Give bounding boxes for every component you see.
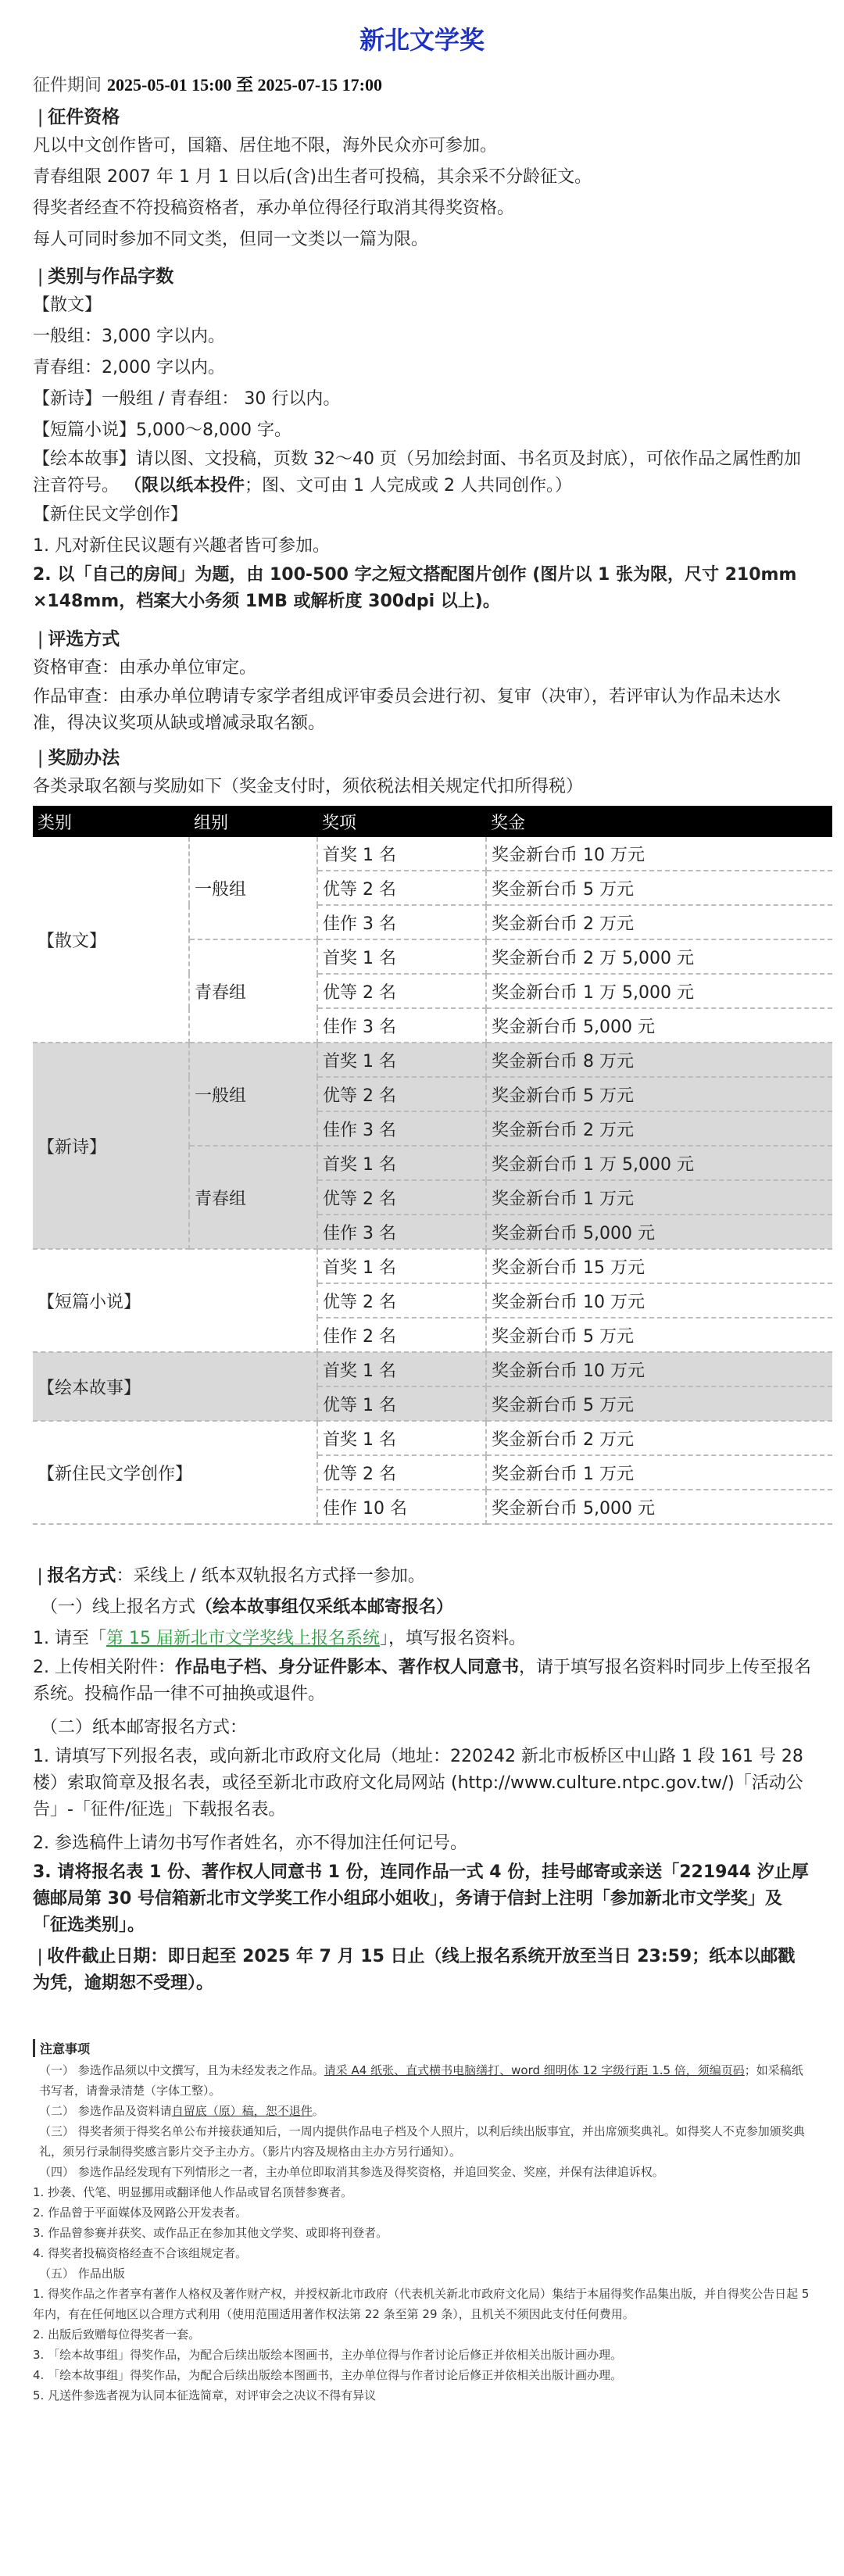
category-cell: 【新住民文学创作】 (33, 1421, 317, 1524)
prize-cell: 奖金新台币 5,000 元 (486, 1215, 832, 1249)
award-cell: 优等 2 名 (317, 871, 486, 905)
note-subitem: 2. 作品曾于平面媒体及网路公开发表者。 (33, 2206, 248, 2220)
category-immigrant: 【新住民文学创作】 (33, 505, 188, 524)
prize-cell: 奖金新台币 5,000 元 (486, 1008, 832, 1043)
prize-cell: 奖金新台币 10 万元 (486, 1352, 832, 1386)
signup-method (33, 1561, 811, 1592)
signup-method-text: ：采线上 / 纸本双轨报名方式择一参加。 (116, 1566, 425, 1586)
note-text: （一） 参选作品须以中文撰写，且为未经发表之作品。 (39, 2063, 324, 2077)
award-cell: 首奖 1 名 (317, 837, 486, 871)
header-group: 组别 (189, 806, 317, 837)
award-cell: 佳作 3 名 (317, 1008, 486, 1043)
note-underlined: 请采 A4 纸张、直式横书电脑缮打、word 细明体 12 字级行距 1.5 倍，须编页码 (324, 2063, 745, 2077)
online-step-2-post: ，请于填写报名资料时同步上传至报名系统。投稿作品一律不可抽换或退件。 (33, 1658, 812, 1704)
prize-cell: 奖金新台币 15 万元 (486, 1249, 832, 1283)
award-cell: 首奖 1 名 (317, 1249, 486, 1283)
note-subitem: 1. 得奖作品之作者享有著作人格权及著作财产权，并授权新北市政府（代表机关新北市政府文化局）集结于本届得奖作品集出版，并自得奖公告日起 5 年内，有在任何地区以合理方式利用（使用范围适用著作权法第 22 条至第 29 条），且机关不须因此支付任何费用。 (33, 2287, 810, 2321)
category-cell: 【新诗】 (33, 1043, 189, 1249)
immigrant-rule-2: 2. 以「自己的房间」为题，由 100-500 字之短文搭配图片创作 (图片以 1 张为限，尺寸 210mm ×148mm，档案大小务须 1MB 或解析度 300dpi 以上)。 (33, 565, 797, 611)
online-step-2-attachments: 作品电子档、身分证件影本、著作权人同意书 (174, 1658, 519, 1677)
period-value: 2025-05-01 15:00 至 2025-07-15 17:00 (107, 75, 382, 95)
online-title-note: （绘本故事组仅采纸本邮寄报名） (195, 1597, 454, 1617)
prize-cell: 奖金新台币 1 万 5,000 元 (486, 974, 832, 1008)
prize-cell: 奖金新台币 1 万元 (486, 1455, 832, 1490)
page-title: 新北文学奖 (359, 25, 485, 55)
qual-line: 青春组限 2007 年 1 月 1 日以后(含)出生者可投稿，其余采不分龄征文。 (33, 167, 592, 187)
prize-cell: 奖金新台币 2 万 5,000 元 (486, 939, 832, 974)
prize-cell: 奖金新台币 1 万元 (486, 1180, 832, 1215)
table-row (33, 1352, 832, 1386)
prize-cell: 奖金新台币 2 万元 (486, 1421, 832, 1455)
note-item (33, 2101, 811, 2121)
table-row (33, 837, 832, 871)
submission-period (33, 72, 811, 96)
review-line: 作品审查：由承办单位聘请专家学者组成评审委员会进行初、复审（决审），若评审认为作品未达水准，得决议奖项从缺或增减录取名额。 (33, 687, 781, 733)
note-subitem: 4. 得奖者投稿资格经查不合该组规定者。 (33, 2246, 248, 2260)
award-cell: 首奖 1 名 (317, 1421, 486, 1455)
award-cell: 优等 2 名 (317, 1455, 486, 1490)
group-cell: 青春组 (189, 939, 317, 1043)
picbook-text: 【绘本故事】请以图、文投稿，页数 32～40 页（另加绘封面、书名页及封底），可依作品之属性酌加注音符号。 (33, 449, 801, 496)
award-cell: 佳作 3 名 (317, 1215, 486, 1249)
online-step-1-post: 」，填写报名资料。 (379, 1629, 526, 1648)
picbook-creators: ；图、文可由 1 人完成或 2 人共同创作。） (245, 476, 572, 496)
prize-cell: 奖金新台币 10 万元 (486, 837, 832, 871)
prize-cell: 奖金新台币 5 万元 (486, 1386, 832, 1421)
table-header-row (33, 806, 832, 837)
note-item: （三） 得奖者须于得奖名单公布并接获通知后，一周内提供作品电子档及个人照片，以利后续出版事宜，并出席颁奖典礼。如得奖人不克参加颁奖典礼，须另行录制得奖感言影片交予主办方。（影片内容及规格由主办方另行通知）。 (39, 2124, 805, 2159)
section-heading-categories: ❘类别与作品字数 (33, 267, 174, 287)
reward-intro: 各类录取名额与奖励如下（奖金支付时，须依税法相关规定代扣所得税） (33, 777, 584, 796)
online-title-text: （一）线上报名方式 (41, 1597, 196, 1617)
prize-cell: 奖金新台币 8 万元 (486, 1043, 832, 1077)
award-cell: 优等 2 名 (317, 1283, 486, 1318)
category-cell: 【绘本故事】 (33, 1352, 317, 1421)
prize-cell: 奖金新台币 5 万元 (486, 1318, 832, 1352)
paper-step-2: 2. 参选稿件上请勿书写作者姓名，亦不得加注任何记号。 (33, 1834, 467, 1853)
note-text: （二） 参选作品及资料请 (39, 2104, 172, 2118)
award-cell: 佳作 3 名 (317, 1111, 486, 1146)
award-cell: 佳作 10 名 (317, 1490, 486, 1524)
paper-step-3: 3. 请将报名表 1 份、著作权人同意书 1 份，连同作品一式 4 份，挂号邮寄或亲送「221944 汐止厚德邮局第 30 号信箱新北市文学奖工作小组邱小姐收」，务请于信封上注明「参加新北市文学奖」及「征选类别」。 (33, 1862, 809, 1935)
header-award: 奖项 (317, 806, 486, 837)
prize-cell: 奖金新台币 5,000 元 (486, 1490, 832, 1524)
award-cell: 首奖 1 名 (317, 1352, 486, 1386)
category-essay: 【散文】 (33, 295, 102, 315)
notes-title: 注意事项 (33, 2039, 811, 2057)
award-cell: 佳作 2 名 (317, 1318, 486, 1352)
note-subitem: 3. 「绘本故事组」得奖作品，为配合后续出版绘本图画书，主办单位得与作者讨论后修正并依相关出版计画办理。 (33, 2348, 623, 2362)
prize-cell: 奖金新台币 5 万元 (486, 1077, 832, 1111)
notes-list (33, 2060, 811, 2406)
picbook-paper-only: （限以纸本投件 (124, 476, 245, 496)
online-step-2 (33, 1655, 811, 1708)
header-prize: 奖金 (486, 806, 832, 837)
online-step-2-pre: 2. 上传相关附件： (33, 1658, 175, 1677)
immigrant-rule-1: 1. 凡对新住民议题有兴趣者皆可参加。 (33, 536, 330, 556)
note-subitem: 3. 作品曾参赛并获奖、或作品正在参加其他文学奖、或即将刊登者。 (33, 2226, 388, 2240)
note-item: （五） 作品出版 (39, 2267, 125, 2281)
awards-table (33, 806, 832, 1525)
online-step-1-pre: 1. 请至「 (33, 1629, 106, 1648)
essay-general-limit: 一般组：3,000 字以内。 (33, 327, 225, 346)
note-underlined: 自留底（原）稿，恕不退件 (171, 2104, 313, 2118)
online-signup-link[interactable]: 第 15 届新北市文学奖线上报名系统 (106, 1629, 380, 1648)
table-row (33, 1043, 832, 1077)
award-cell: 优等 1 名 (317, 1386, 486, 1421)
group-cell: 青春组 (189, 1146, 317, 1249)
table-row (33, 1249, 832, 1283)
section-heading-review: ❘评选方式 (33, 629, 120, 649)
category-picture-book (33, 446, 811, 499)
essay-youth-limit: 青春组：2,000 字以内。 (33, 358, 225, 377)
header-category: 类别 (33, 806, 189, 837)
award-cell: 佳作 3 名 (317, 905, 486, 939)
section-heading-signup: ❘报名方式 (33, 1566, 116, 1586)
note-item (33, 2060, 811, 2101)
prize-cell: 奖金新台币 10 万元 (486, 1283, 832, 1318)
award-cell: 优等 2 名 (317, 1180, 486, 1215)
prize-cell: 奖金新台币 2 万元 (486, 905, 832, 939)
prize-cell: 奖金新台币 2 万元 (486, 1111, 832, 1146)
category-poetry: 【新诗】一般组 / 青春组： 30 行以内。 (33, 389, 341, 409)
award-cell: 首奖 1 名 (317, 939, 486, 974)
paper-step-1: 1. 请填写下列报名表，或向新北市政府文化局（地址：220242 新北市板桥区中山路 1 段 161 号 28 楼）索取简章及报名表，或径至新北市政府文化局网站 (http://www.culture.ntpc.gov.tw/)「活动公告」-「征件/征选」下载报名表。 (33, 1747, 803, 1819)
group-cell: 一般组 (189, 1043, 317, 1146)
deadline: ❘收件截止日期：即日起至 2025 年 7 月 15 日止（线上报名系统开放至当日 23:59；纸本以邮戳为凭，逾期恕不受理）。 (33, 1947, 796, 1993)
note-subitem: 5. 凡送件参选者视为认同本征选简章，对评审会之决议不得有异议 (33, 2388, 377, 2402)
award-cell: 首奖 1 名 (317, 1146, 486, 1180)
section-heading-rewards: ❘奖励办法 (33, 748, 120, 768)
note-text: ；如采稿纸书写者，请誊录清楚（字体工整）。 (39, 2063, 803, 2098)
prize-cell: 奖金新台币 1 万 5,000 元 (486, 1146, 832, 1180)
qual-line: 每人可同时参加不同文类，但同一文类以一篇为限。 (33, 230, 429, 249)
qual-line: 得奖者经查不符投稿资格者，承办单位得径行取消其得奖资格。 (33, 199, 515, 218)
section-heading-qualification: ❘征件资格 (33, 107, 120, 127)
note-subitem: 4. 「绘本故事组」得奖作品，为配合后续出版绘本图画书，主办单位得与作者讨论后修正并依相关出版计画办理。 (33, 2368, 623, 2382)
table-row (33, 1421, 832, 1455)
online-signup-title (33, 1592, 811, 1623)
review-line: 资格审查：由承办单位审定。 (33, 658, 257, 678)
group-cell: 一般组 (189, 837, 317, 939)
category-cell: 【短篇小说】 (33, 1249, 317, 1352)
prize-cell: 奖金新台币 5 万元 (486, 871, 832, 905)
award-cell: 优等 2 名 (317, 1077, 486, 1111)
award-cell: 首奖 1 名 (317, 1043, 486, 1077)
paper-signup-title: （二）纸本邮寄报名方式： (41, 1718, 248, 1737)
qual-line: 凡以中文创作皆可，国籍、居住地不限，海外民众亦可参加。 (33, 136, 498, 156)
category-cell: 【散文】 (33, 837, 189, 1043)
note-subitem: 1. 抄袭、代笔、明显挪用或翻译他人作品或冒名顶替参赛者。 (33, 2185, 353, 2199)
period-label: 征件期间 (33, 76, 102, 95)
note-item: （四） 参选作品经发现有下列情形之一者，主办单位即取消其参选及得奖资格，并追回奖金、奖座，并保有法律追诉权。 (39, 2165, 664, 2179)
online-step-1 (33, 1623, 811, 1655)
category-short-novel: 【短篇小说】5,000～8,000 字。 (33, 420, 291, 440)
note-text: 。 (312, 2104, 324, 2118)
note-subitem: 2. 出版后致赠每位得奖者一套。 (33, 2327, 201, 2342)
award-cell: 优等 2 名 (317, 974, 486, 1008)
